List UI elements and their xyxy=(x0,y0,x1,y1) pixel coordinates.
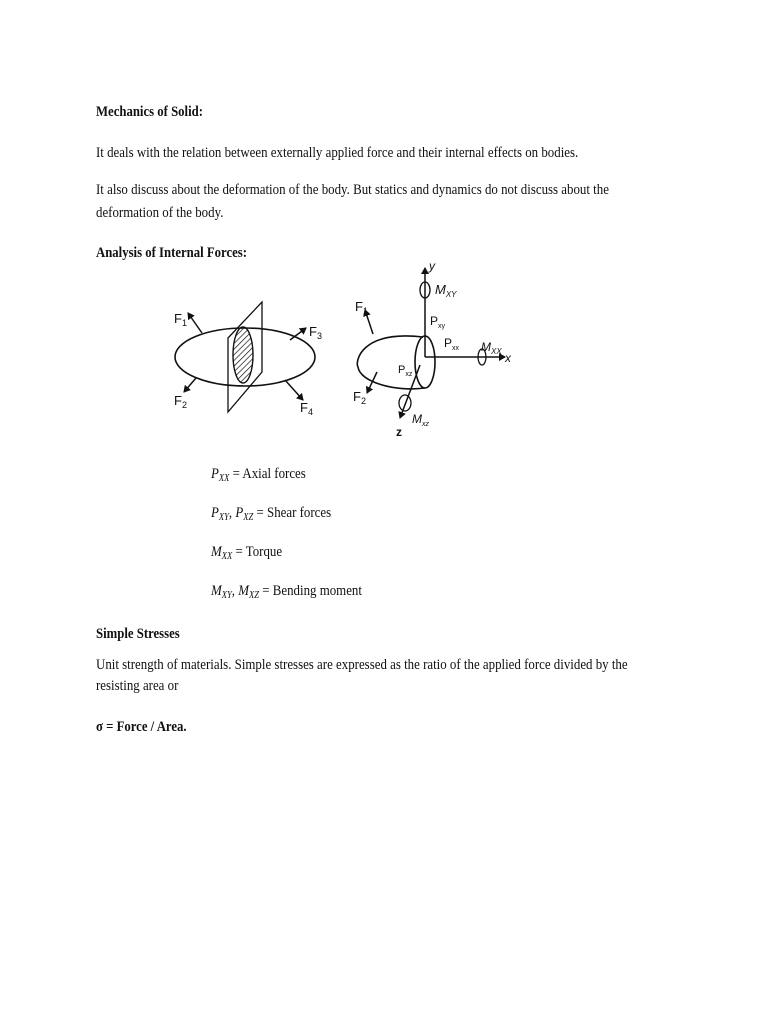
hatched-section xyxy=(233,327,253,383)
paragraph-deformation-line1: It also discuss about the deformation of the body. But statics and dynamics do not discuss about the xyxy=(96,182,609,198)
label-mxy: $M_{XY}$ xyxy=(435,282,457,299)
label-f4: $F_4$ xyxy=(300,400,313,417)
paragraph-deformation-line2: deformation of the body. xyxy=(96,205,224,221)
definition-axial-forces: $P_{XX}$ = Axial forces xyxy=(211,466,306,484)
internal-forces-figure xyxy=(0,255,768,450)
label-axis-y: y xyxy=(429,259,435,273)
definition-bending-moment: $M_{XY}$, $M_{XZ}$ = Bending moment xyxy=(211,583,362,601)
stress-formula: σ = Force / Area. xyxy=(96,719,187,735)
paragraph-definition: It deals with the relation between externally applied force and their internal effects on bodies. xyxy=(96,145,579,161)
label-mxx: $M_{XX}$ xyxy=(481,340,502,356)
right-body-diagram xyxy=(353,259,512,439)
label-f1: $F_1$ xyxy=(174,311,187,328)
label-f3: $F_3$ xyxy=(309,324,322,341)
heading-simple-stresses: Simple Stresses xyxy=(96,626,180,642)
label-pxz: $P_{xz}$ xyxy=(398,364,413,378)
label-f1-right: $F_1$ xyxy=(355,299,368,316)
definition-shear-forces: $P_{XY}$, $P_{XZ}$ = Shear forces xyxy=(211,505,332,523)
heading-analysis-of-internal-forces: Analysis of Internal Forces: xyxy=(96,245,247,261)
label-f2: $F_2$ xyxy=(174,393,187,410)
label-axis-x: x xyxy=(505,351,511,365)
left-body-diagram xyxy=(174,302,322,417)
label-pxx: $P_{xx}$ xyxy=(444,336,460,352)
label-pxy: $P_{xy}$ xyxy=(430,314,446,330)
label-axis-z: z xyxy=(396,425,402,439)
force-arrow-f2 xyxy=(184,378,196,392)
label-mxz: $M_{xz}$ xyxy=(412,412,429,428)
label-f2-right: $F_2$ xyxy=(353,389,366,406)
paragraph-simple-stresses-line2: resisting area or xyxy=(96,678,179,694)
definition-torque: $M_{XX}$ = Torque xyxy=(211,544,283,562)
force-arrow-f4 xyxy=(285,380,303,400)
heading-mechanics-of-solid: Mechanics of Solid: xyxy=(96,104,203,120)
paragraph-simple-stresses-line1: Unit strength of materials. Simple stresses are expressed as the ratio of the applied force divided by the xyxy=(96,657,628,673)
force-arrow-f1 xyxy=(188,313,202,333)
